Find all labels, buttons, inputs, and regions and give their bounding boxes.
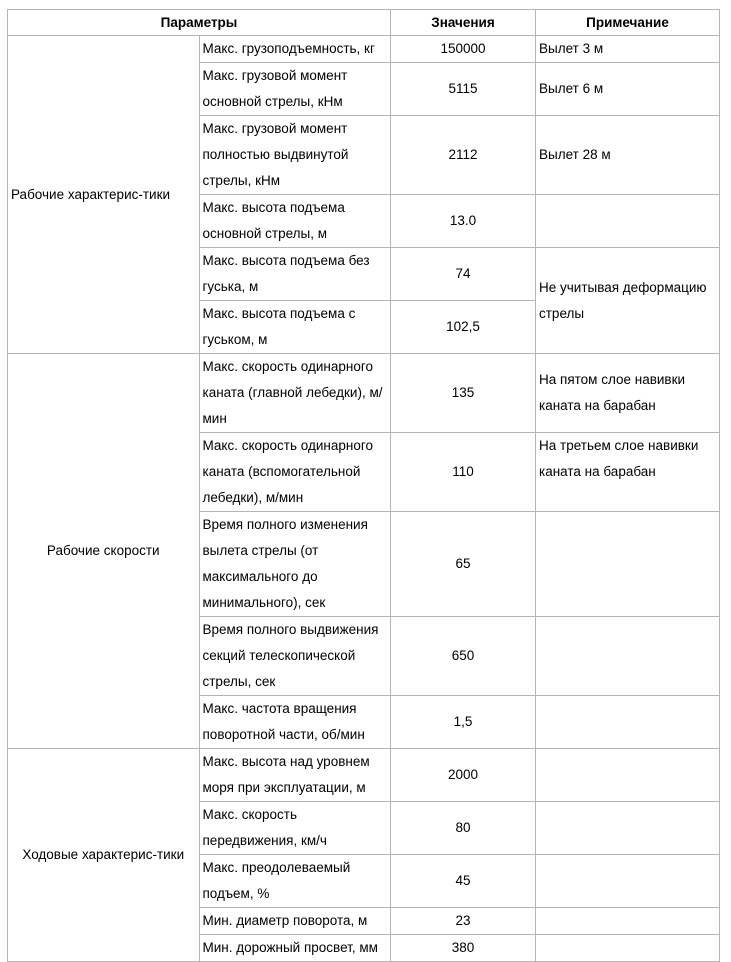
- table-row: [8, 354, 720, 433]
- param-cell: Макс. высота подъема с гуськом, м: [199, 301, 391, 354]
- value-cell: 650: [391, 617, 536, 696]
- param-cell: Макс. высота подъема без гуська, м: [199, 248, 391, 301]
- param-cell: Макс. преодолеваемый подъем, %: [199, 855, 391, 908]
- note-cell: На пятом слое навивки каната на барабан: [536, 354, 720, 433]
- note-cell: [536, 512, 720, 617]
- note-cell: [536, 195, 720, 248]
- note-cell: Вылет 3 м: [536, 36, 720, 63]
- group-working-characteristics: Рабочие характерис-тики: [8, 36, 200, 354]
- value-cell: 23: [391, 908, 536, 935]
- value-cell: 45: [391, 855, 536, 908]
- header-row: [8, 10, 720, 36]
- param-cell: Макс. частота вращения поворотной части, об/мин: [199, 696, 391, 749]
- value-cell: 135: [391, 354, 536, 433]
- param-cell: Макс. скорость одинарного каната (главной лебедки), м/мин: [199, 354, 391, 433]
- note-cell: [536, 617, 720, 696]
- table-row: [8, 36, 720, 63]
- value-cell: 74: [391, 248, 536, 301]
- group-travel-characteristics: Ходовые характерис-тики: [8, 749, 200, 962]
- value-cell: 110: [391, 433, 536, 512]
- value-cell: 2000: [391, 749, 536, 802]
- note-cell: Вылет 28 м: [536, 116, 720, 195]
- note-cell: На третьем слое навивки каната на барабан: [536, 433, 720, 512]
- param-cell: Макс. грузовой момент основной стрелы, кНм: [199, 63, 391, 116]
- header-params: Параметры: [8, 10, 391, 36]
- specifications-table: [7, 9, 720, 962]
- value-cell: 1,5: [391, 696, 536, 749]
- value-cell: 102,5: [391, 301, 536, 354]
- value-cell: 380: [391, 935, 536, 962]
- note-cell: [536, 855, 720, 908]
- table-row: [8, 749, 720, 802]
- param-cell: Макс. скорость передвижения, км/ч: [199, 802, 391, 855]
- param-cell: Мин. диаметр поворота, м: [199, 908, 391, 935]
- param-cell: Макс. грузовой момент полностью выдвинутой стрелы, кНм: [199, 116, 391, 195]
- value-cell: 2112: [391, 116, 536, 195]
- note-cell: Вылет 6 м: [536, 63, 720, 116]
- param-cell: Макс. грузоподъемность, кг: [199, 36, 391, 63]
- param-cell: Мин. дорожный просвет, мм: [199, 935, 391, 962]
- note-cell: [536, 935, 720, 962]
- value-cell: 65: [391, 512, 536, 617]
- header-values: Значения: [391, 10, 536, 36]
- note-cell: [536, 908, 720, 935]
- value-cell: 13.0: [391, 195, 536, 248]
- param-cell: Макс. скорость одинарного каната (вспомогательной лебедки), м/мин: [199, 433, 391, 512]
- value-cell: 150000: [391, 36, 536, 63]
- note-cell: [536, 802, 720, 855]
- param-cell: Макс. высота подъема основной стрелы, м: [199, 195, 391, 248]
- note-cell: [536, 749, 720, 802]
- param-cell: Время полного выдвижения секций телескопической стрелы, сек: [199, 617, 391, 696]
- note-cell: [536, 696, 720, 749]
- value-cell: 80: [391, 802, 536, 855]
- header-notes: Примечание: [536, 10, 720, 36]
- table-header: [8, 10, 720, 36]
- param-cell: Время полного изменения вылета стрелы (от максимального до минимального), сек: [199, 512, 391, 617]
- value-cell: 5115: [391, 63, 536, 116]
- note-cell: Не учитывая деформацию стрелы: [536, 248, 720, 354]
- table-body: [8, 36, 720, 962]
- param-cell: Макс. высота над уровнем моря при эксплуатации, м: [199, 749, 391, 802]
- group-working-speeds: Рабочие скорости: [8, 354, 200, 749]
